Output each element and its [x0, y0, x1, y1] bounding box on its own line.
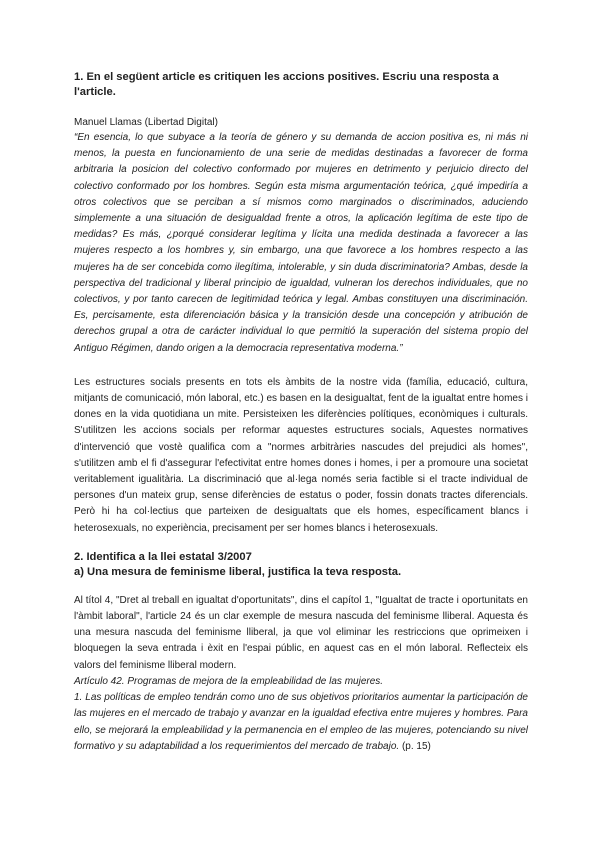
- article-author: Manuel Llamas (Libertad Digital): [74, 117, 218, 128]
- question-2-answer: Al títol 4, "Dret al treball en igualtat d'oportunitats", dins el capítol 1, "Igualtat de tracte i oportunitats en l'àmbit laboral", l'article 24 és un clar exemple de mesura nascuda del feminisme lliberal. Aquesta és una mesura nascuda del feminisme lliberal, ja que vol eliminar les restriccions que oprimeixen i bloquegen la seva entrada i èxit en l'espai públic, en aquest cas en el món laboral. Reflecteix els valors del feminisme lliberal modern.: [74, 594, 528, 671]
- law-article-text: [74, 690, 528, 755]
- question-2-heading: 2. Identifica a la llei estatal 3/2007: [74, 550, 252, 563]
- article-quote: “En esencia, lo que subyace a la teoría de género y su demanda de accion positiva es, ni más ni menos, la puesta en funcionamiento de una serie de medidas destinadas a favorecer de forma arbitraria la posicion del colectivo conformado por mujeres en detrimento y perjuicio directo del colectivo conformado por los hombres. Según esta misma argumentación teórica, ¿qué impediría a otros colectivos que se perciban a sí mismos como marginados o discriminados, aduciendo simplemente a una situación de desigualdad frente a otros, la aplicación legítima de este tipo de medidas? Es más, ¿porqué considerar legítima y lícita una medida destinada a favorecer a las mujeres respecto a los hombres y, sin embargo, una que favorece a los hombres respecto a las mujeres ha de ser concebida como ilegítima, intolerable, y sin duda discriminatoria? Ambas, desde la perspectiva del tradicional y liberal principio de igualdad, vulneran los derechos individuales, que no colectivos, y por tanto carecen de legitimidad teórica y legal. Ambas constituyen una discriminación. Es, percisamente, esta diferenciación básica y la transición desde una concepción y atribución de derechos grupal a otra de carácter individual lo que permitió la superación del sistema propio del Antiguo Régimen, dando origen a la democracia representativa moderna.”: [74, 132, 528, 354]
- question-1-heading: 1. En el següent article es critiquen les accions positives. Escriu una resposta a l'article.: [74, 71, 499, 98]
- law-article-body: 1. Las políticas de empleo tendrán como uno de sus objetivos prioritarios aumentar la participación de las mujeres en el mercado de trabajo y avanzar en la igualdad efectiva entre mujeres y hombres. Para ello, se mejorará la empleabilidad y la permanencia en el empleo de las mujeres, potenciando su nivel formativo y su adaptabilidad a los requerimientos del mercado de trabajo.: [74, 692, 528, 752]
- law-article-page-ref: (p. 15): [399, 740, 431, 752]
- question-2a-subheading: a) Una mesura de feminisme liberal, justifica la teva resposta.: [74, 565, 402, 578]
- question-1-answer: Les estructures socials presents en tots els àmbits de la nostre vida (família, educació, cultura, mitjants de comunicació, món laboral, etc.) es basen en la desigualtat, fent de la igualtat entre homes i dones en la vida quotidiana un mite. Persisteixen les diferències polítiques, econòmiques i culturals. S'utilitzen les accions socials per reformar aquestes estructures socials, Aquestes normatives d'intervenció que vostè qualifica com a "normes arbitràries nascudes del prejudici als homes", s'utilitzen amb el fi d'assegurar l'efectivitat entre homes dones i homes, i per a promoure una societat veritablement igualitària. La discriminació que al·lega només seria factible si el tracte individual de persones d'un mateix grup, sense diferències de estatus o poder, fossin donats tractes diferencials. Però hi ha col·lectius que parteixen de desigualtats que els homes, específicament blancs i heterosexuals, no experiència, precisament per ser homes blancs i heterosexuals.: [74, 376, 528, 534]
- law-article-title: Artículo 42. Programas de mejora de la empleabilidad de las mujeres.: [74, 675, 384, 687]
